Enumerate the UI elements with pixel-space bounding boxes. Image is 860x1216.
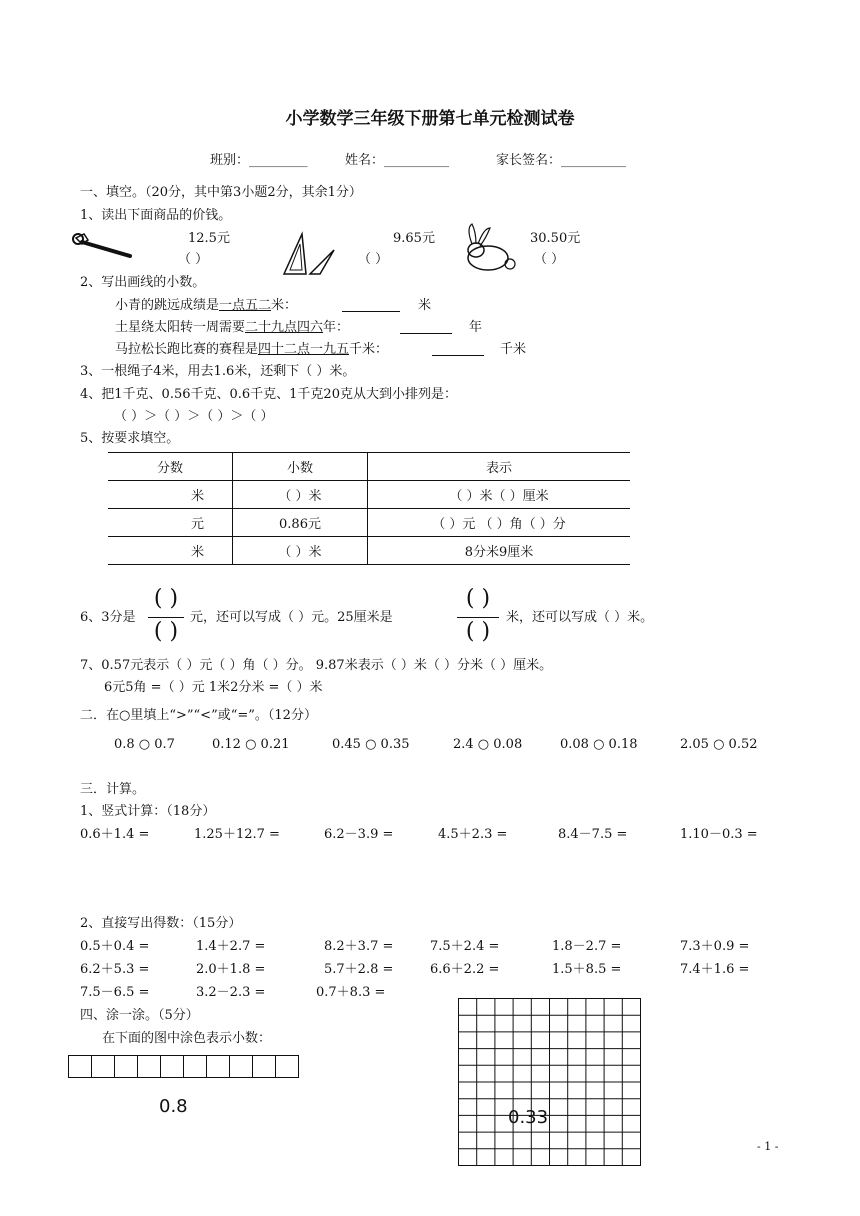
q2-line3-blank[interactable] [432, 343, 484, 356]
table-cell[interactable]: 米 [108, 537, 233, 565]
table-header-cell: 表示 [368, 453, 631, 481]
q4-text: 4、把1千克、0.56千克、0.6千克、1千克20克从大到小排列是： [80, 387, 457, 402]
q3-text: 3、一根绳子4米，用去1.6米，还剩下（ ）米。 [80, 364, 356, 379]
name-field[interactable]: 姓名：__________ [345, 153, 450, 168]
decimal-strip[interactable] [68, 1055, 299, 1078]
calc-item[interactable]: 1.4＋2.7 = [196, 939, 266, 954]
strip-cell[interactable] [161, 1056, 184, 1077]
triangle-ruler-icon [280, 230, 340, 278]
calc-item[interactable]: 7.4＋1.6 = [680, 962, 750, 977]
compare-item[interactable]: 0.08 ○ 0.18 [560, 737, 638, 752]
table-cell[interactable]: 米 [108, 481, 233, 509]
calc-item[interactable]: 6.6＋2.2 = [430, 962, 500, 977]
q6-part3: 米，还可以写成（ ）米。 [506, 610, 654, 625]
q5-table [108, 452, 630, 565]
page-number: - 1 - [757, 1140, 779, 1153]
q2-line2-blank[interactable] [400, 321, 452, 334]
direct-calc-heading: 2、直接写出得数：（15分） [80, 916, 242, 931]
price-2-answer[interactable]: （ ） [358, 252, 389, 267]
calc-item[interactable]: 1.8－2.7 = [552, 939, 622, 954]
q2-text: 2、写出画线的小数。 [80, 275, 206, 290]
calc-item[interactable]: 2.0＋1.8 = [196, 962, 266, 977]
hundred-grid[interactable] [458, 998, 641, 1166]
strip-cell[interactable] [276, 1056, 298, 1077]
vertical-calc-heading: 1、竖式计算：（18分） [80, 804, 216, 819]
q2-line2: 土星绕太阳转一周需要二十九点四六年： [115, 320, 350, 335]
q2-line3: 马拉松长跑比赛的赛程是四十二点一九五千米： [115, 342, 389, 357]
section4-instruction: 在下面的图中涂色表示小数： [102, 1031, 272, 1046]
strip-cell[interactable] [92, 1056, 115, 1077]
price-3: 30.50元 [530, 231, 581, 246]
calc-item[interactable]: 8.2＋3.7 = [324, 939, 394, 954]
section4-heading: 四、涂一涂。（5分） [80, 1008, 199, 1023]
table-row [108, 537, 630, 565]
q2-line1: 小青的跳远成绩是一点五二米： [115, 298, 298, 313]
rabbit-icon [458, 222, 520, 274]
class-field[interactable]: 班别：_________ [210, 153, 308, 168]
strip-cell[interactable] [115, 1056, 138, 1077]
strip-cell[interactable] [230, 1056, 253, 1077]
price-1-answer[interactable]: （ ） [178, 252, 209, 267]
calc-item[interactable]: 7.5＋2.4 = [430, 939, 500, 954]
table-cell[interactable]: （ ）元 （ ）角（ ）分 [368, 509, 631, 537]
section3-heading: 三．计算。 [80, 782, 146, 797]
compare-item[interactable]: 2.05 ○ 0.52 [680, 737, 758, 752]
fraction-numerator: ( ) [465, 586, 491, 611]
wrench-icon [70, 232, 136, 262]
q6-part2: 元，还可以写成（ ）元。25厘米是 [190, 610, 393, 625]
q2-line1-unit: 米 [418, 298, 432, 313]
compare-item[interactable]: 0.8 ○ 0.7 [114, 737, 175, 752]
table-cell[interactable]: （ ）米（ ）厘米 [368, 481, 631, 509]
calc-item[interactable]: 1.10－0.3 = [680, 827, 758, 842]
table-header-row [108, 453, 630, 481]
q7-line1: 7、0.57元表示（ ）元（ ）角（ ）分。 9.87米表示（ ）米（ ）分米（ ）厘米。 [80, 658, 553, 673]
q1-text: 1、读出下面商品的价钱。 [80, 208, 232, 223]
q6-part1: 6、3分是 [80, 610, 136, 625]
calc-item[interactable]: 0.7＋8.3 = [316, 985, 386, 1000]
price-1: 12.5元 [188, 231, 230, 246]
compare-item[interactable]: 0.45 ○ 0.35 [332, 737, 410, 752]
q6-fraction-1[interactable] [148, 588, 184, 646]
compare-item[interactable]: 2.4 ○ 0.08 [453, 737, 523, 752]
grid-label: 0.33 [508, 1107, 549, 1128]
calc-item[interactable]: 0.6＋1.4 = [80, 827, 150, 842]
table-row [108, 481, 630, 509]
q2-line1-blank[interactable] [342, 299, 400, 312]
strip-cell[interactable] [69, 1056, 92, 1077]
calc-item[interactable]: 3.2－2.3 = [196, 985, 266, 1000]
table-header-cell: 小数 [233, 453, 368, 481]
compare-item[interactable]: 0.12 ○ 0.21 [212, 737, 290, 752]
section1-heading: 一、填空。（20分，其中第3小题2分，其余1分） [80, 185, 362, 200]
calc-item[interactable]: 1.25＋12.7 = [194, 827, 280, 842]
calc-item[interactable]: 6.2＋5.3 = [80, 962, 150, 977]
q2-line2-unit: 年 [469, 320, 483, 335]
calc-item[interactable]: 0.5＋0.4 = [80, 939, 150, 954]
table-cell[interactable]: （ ）米 [233, 537, 368, 565]
strip-label: 0.8 [159, 1096, 188, 1117]
table-cell[interactable]: （ ）米 [233, 481, 368, 509]
table-cell[interactable]: 元 [108, 509, 233, 537]
strip-cell[interactable] [253, 1056, 276, 1077]
table-cell: 8分米9厘米 [368, 537, 631, 565]
table-cell: 0.86元 [233, 509, 368, 537]
calc-item[interactable]: 7.3＋0.9 = [680, 939, 750, 954]
strip-cell[interactable] [184, 1056, 207, 1077]
fraction-denominator: ( ) [465, 619, 491, 644]
calc-item[interactable]: 4.5＋2.3 = [438, 827, 508, 842]
calc-item[interactable]: 8.4－7.5 = [558, 827, 628, 842]
price-3-answer[interactable]: （ ） [534, 252, 565, 267]
table-header-cell: 分数 [108, 453, 233, 481]
fraction-denominator: ( ) [153, 619, 179, 644]
q7-line2: 6元5角 =（ ）元 1米2分米 =（ ）米 [104, 680, 323, 695]
price-2: 9.65元 [393, 231, 435, 246]
q2-line3-unit: 千米 [500, 342, 527, 357]
section2-heading: 二．在○里填上“>”“<”或“=”。（12分） [80, 708, 317, 723]
strip-cell[interactable] [138, 1056, 161, 1077]
calc-item[interactable]: 5.7＋2.8 = [324, 962, 394, 977]
calc-item[interactable]: 1.5＋8.5 = [552, 962, 622, 977]
strip-cell[interactable] [207, 1056, 230, 1077]
calc-item[interactable]: 6.2－3.9 = [324, 827, 394, 842]
q6-fraction-2[interactable] [457, 588, 499, 646]
q4-order[interactable]: （ ）＞（ ）＞（ ）＞（ ） [114, 409, 274, 424]
q5-text: 5、按要求填空。 [80, 431, 180, 446]
calc-item[interactable]: 7.5－6.5 = [80, 985, 150, 1000]
parent-signature-field[interactable]: 家长签名：__________ [496, 153, 627, 168]
page-title: 小学数学三年级下册第七单元检测试卷 [285, 109, 575, 129]
table-row [108, 509, 630, 537]
fraction-numerator: ( ) [153, 586, 179, 611]
